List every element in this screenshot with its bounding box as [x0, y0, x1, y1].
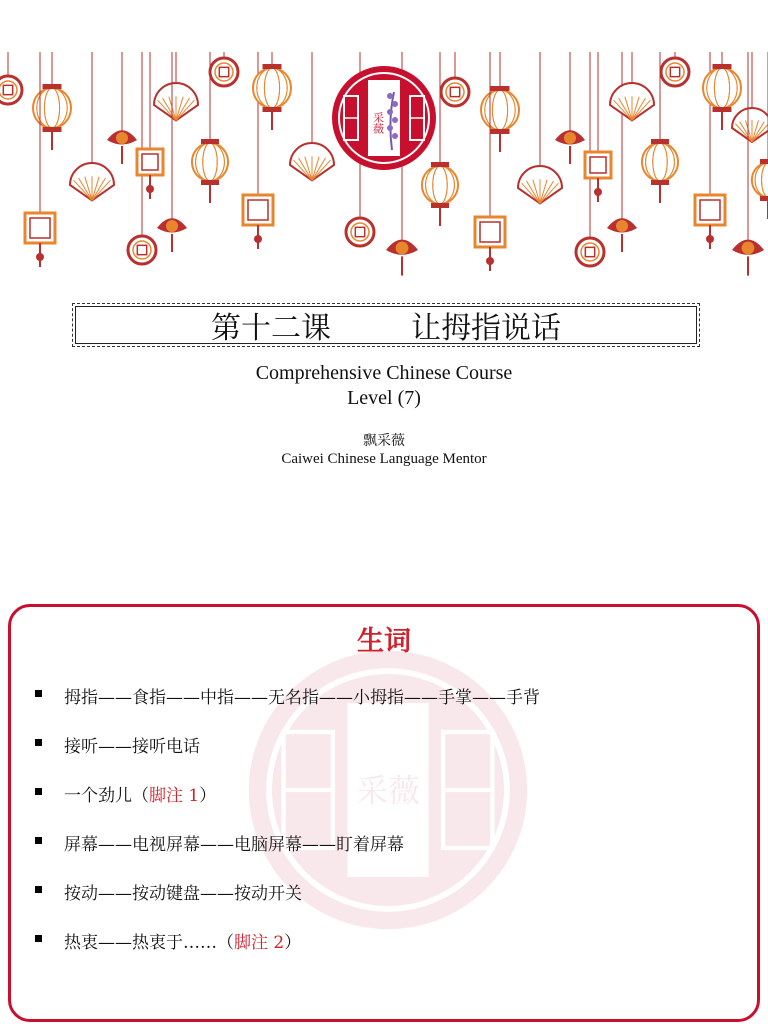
vocabulary-text: 一个劲儿（: [64, 786, 149, 806]
vocabulary-text: 热衷——热衷于……（: [64, 933, 234, 953]
coin-ornament: [0, 52, 22, 104]
vocabulary-text: 接听——接听电话: [64, 737, 200, 757]
vocabulary-item: [33, 879, 540, 928]
mentor-name: Caiwei Chinese Language Mentor: [281, 451, 487, 467]
closing-paren: ）: [199, 786, 217, 806]
bullet-icon: [35, 739, 42, 746]
vocabulary-text: 拇指——食指——中指——无名指——小拇指——手掌——手背: [64, 688, 540, 708]
bullet-icon: [35, 690, 42, 697]
vocabulary-title: 生词: [357, 626, 411, 657]
vocabulary-item: [33, 830, 540, 879]
footnote-reference: 脚注 1: [149, 786, 200, 806]
vocabulary-item: [33, 683, 540, 732]
square-ornament: [585, 52, 611, 202]
vocabulary-text: 屏幕——电视屏幕——电脑屏幕——盯着屏幕: [64, 835, 404, 855]
author-name: 飘采薇: [363, 433, 405, 449]
vocabulary-item: [33, 732, 540, 781]
coin-ornament: [661, 52, 689, 86]
cover-slide: [0, 0, 768, 488]
svg-text:采薇: 采薇: [356, 771, 420, 810]
footnote-reference: 脚注 2: [234, 933, 285, 953]
lantern-ornament: [33, 52, 71, 150]
flower-ornament: [555, 52, 585, 164]
course-level: Level (7): [347, 387, 421, 409]
coin-ornament: [210, 52, 238, 86]
fan-ornament: [518, 52, 562, 203]
lesson-title: 让拇指说话: [411, 311, 561, 346]
square-ornament: [137, 52, 163, 199]
caiwei-logo: [332, 66, 436, 170]
fan-ornament: [290, 52, 334, 180]
flower-ornament: [107, 52, 137, 164]
vocabulary-item: [33, 928, 540, 977]
bullet-icon: [35, 935, 42, 942]
vocabulary-slide: [8, 604, 760, 1022]
vocabulary-list: [33, 683, 540, 977]
closing-paren: ）: [284, 933, 302, 953]
logo-text: 采薇: [371, 112, 385, 134]
bullet-icon: [35, 788, 42, 795]
vocabulary-text: 按动——按动键盘——按动开关: [64, 884, 302, 904]
vocabulary-item: [33, 781, 540, 830]
lesson-number: 第十二课: [211, 311, 331, 346]
fan-ornament: [154, 52, 198, 120]
coin-ornament: [441, 52, 469, 106]
course-name: Comprehensive Chinese Course: [255, 362, 513, 384]
fan-ornament: [70, 52, 114, 200]
lantern-ornament: [253, 52, 291, 130]
bullet-icon: [35, 837, 42, 844]
lesson-title-box: [72, 303, 700, 347]
bullet-icon: [35, 886, 42, 893]
lantern-ornament: [481, 52, 519, 152]
lantern-garland: [0, 0, 768, 300]
fan-ornament: [610, 52, 654, 120]
